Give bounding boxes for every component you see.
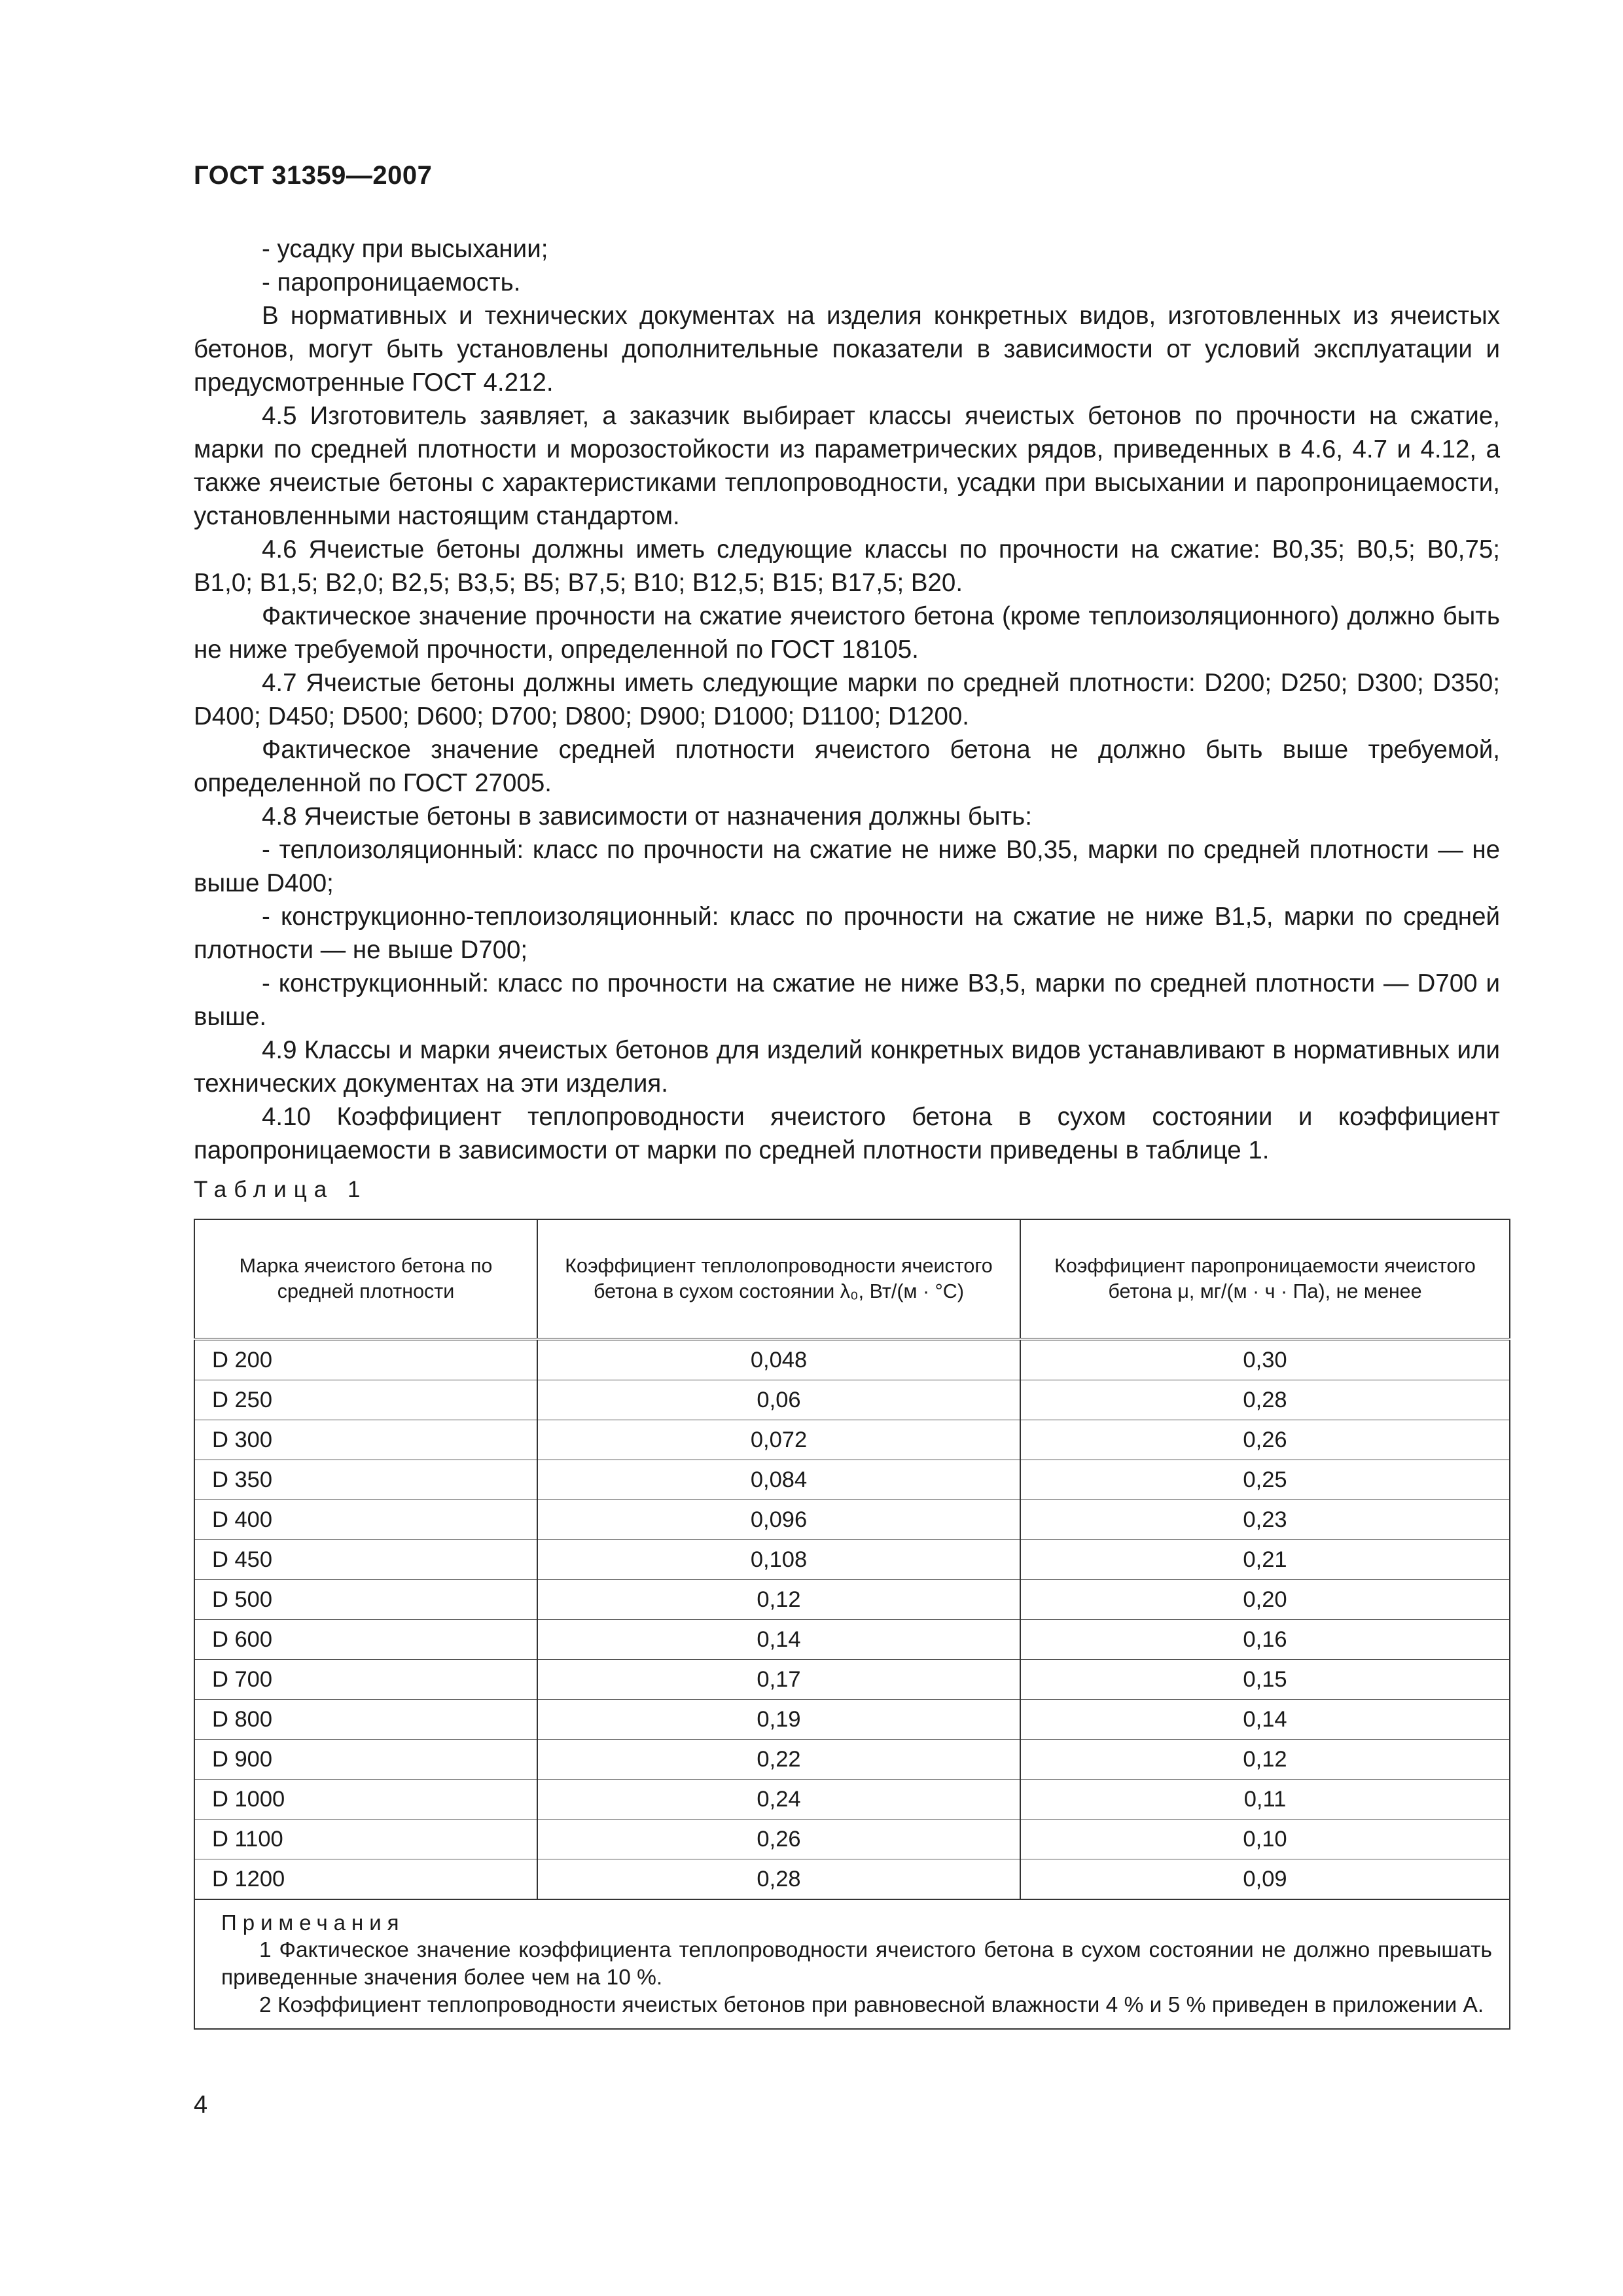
- cell-vapor-permeability: 0,21: [1020, 1540, 1510, 1580]
- cell-mark: D 500: [194, 1580, 537, 1620]
- cell-vapor-permeability: 0,10: [1020, 1820, 1510, 1859]
- cell-mark: D 300: [194, 1420, 537, 1460]
- table-row: [194, 1460, 1510, 1500]
- body-text: [194, 232, 1500, 1167]
- notes-cell: [194, 1899, 1510, 2029]
- cell-thermal-conductivity: 0,108: [537, 1540, 1020, 1580]
- cell-vapor-permeability: 0,20: [1020, 1580, 1510, 1620]
- cell-vapor-permeability: 0,14: [1020, 1700, 1510, 1740]
- data-table: [194, 1219, 1510, 2030]
- table-row: [194, 1540, 1510, 1580]
- cell-thermal-conductivity: 0,12: [537, 1580, 1020, 1620]
- cell-thermal-conductivity: 0,096: [537, 1500, 1020, 1540]
- cell-vapor-permeability: 0,23: [1020, 1500, 1510, 1540]
- column-header-vapor-permeability: Коэффициент паропроницаемости ячеистого бетона μ, мг/(м · ч · Па), не менее: [1020, 1219, 1510, 1339]
- paragraph: - теплоизоляционный: класс по прочности на сжатие не ниже В0,35, марки по средней плотности — не выше D400;: [194, 836, 1500, 897]
- column-header-mark: Марка ячеистого бетона по средней плотности: [194, 1219, 537, 1339]
- paragraph: 4.10 Коэффициент теплопроводности ячеистого бетона в сухом состоянии и коэффициент паропроницаемости в зависимости от марки по средней плотности приведены в таблице 1.: [194, 1103, 1500, 1164]
- cell-thermal-conductivity: 0,072: [537, 1420, 1020, 1460]
- notes-row: [194, 1899, 1510, 2029]
- cell-mark: D 1100: [194, 1820, 537, 1859]
- table-row: [194, 1620, 1510, 1660]
- table-row: [194, 1820, 1510, 1859]
- table-header-row: [194, 1219, 1510, 1339]
- cell-vapor-permeability: 0,30: [1020, 1339, 1510, 1380]
- cell-vapor-permeability: 0,26: [1020, 1420, 1510, 1460]
- table-row: [194, 1339, 1510, 1380]
- paragraph: 4.5 Изготовитель заявляет, а заказчик выбирает классы ячеистых бетонов по прочности на сжатие, марки по средней плотности и морозостойкости из параметрических рядов, приведенных в 4.6, 4.7 и 4.12, а также ячеистые бетоны с характеристиками теплопроводности, усадки при высыхании и паропроницаемости, установленными настоящим стандартом.: [194, 402, 1500, 530]
- cell-mark: D 250: [194, 1380, 537, 1420]
- column-header-thermal-conductivity: Коэффициент теплолопроводности ячеистого бетона в сухом состоянии λ₀, Вт/(м · °С): [537, 1219, 1020, 1339]
- cell-thermal-conductivity: 0,06: [537, 1380, 1020, 1420]
- cell-vapor-permeability: 0,28: [1020, 1380, 1510, 1420]
- paragraph: - паропроницаемость.: [262, 268, 521, 296]
- page-number: 4: [194, 2091, 208, 2119]
- table-row: [194, 1380, 1510, 1420]
- cell-mark: D 1200: [194, 1859, 537, 1900]
- cell-vapor-permeability: 0,09: [1020, 1859, 1510, 1900]
- notes-title: Примечания: [221, 1910, 405, 1935]
- cell-thermal-conductivity: 0,22: [537, 1740, 1020, 1780]
- table-row: [194, 1500, 1510, 1540]
- table-row: [194, 1700, 1510, 1740]
- document-code-header: ГОСТ 31359—2007: [194, 161, 433, 190]
- cell-mark: D 200: [194, 1339, 537, 1380]
- table-caption: Таблица 1: [194, 1177, 368, 1202]
- cell-thermal-conductivity: 0,24: [537, 1780, 1020, 1820]
- cell-thermal-conductivity: 0,048: [537, 1339, 1020, 1380]
- table-row: [194, 1660, 1510, 1700]
- table-row: [194, 1580, 1510, 1620]
- cell-mark: D 1000: [194, 1780, 537, 1820]
- cell-vapor-permeability: 0,25: [1020, 1460, 1510, 1500]
- table-row: [194, 1859, 1510, 1900]
- cell-mark: D 350: [194, 1460, 537, 1500]
- cell-thermal-conductivity: 0,19: [537, 1700, 1020, 1740]
- note-item: 1 Фактическое значение коэффициента теплопроводности ячеистого бетона в сухом состоянии не должно превышать приведенные значения более чем на 10 %.: [221, 1938, 1492, 1990]
- paragraph: - конструкционный: класс по прочности на сжатие не ниже В3,5, марки по средней плотности — D700 и выше.: [194, 969, 1500, 1031]
- paragraph: - усадку при высыхании;: [262, 235, 548, 263]
- paragraph: 4.9 Классы и марки ячеистых бетонов для изделий конкретных видов устанавливают в нормативных или технических документах на эти изделия.: [194, 1036, 1500, 1098]
- cell-vapor-permeability: 0,16: [1020, 1620, 1510, 1660]
- cell-thermal-conductivity: 0,26: [537, 1820, 1020, 1859]
- cell-thermal-conductivity: 0,14: [537, 1620, 1020, 1660]
- cell-mark: D 450: [194, 1540, 537, 1580]
- cell-mark: D 700: [194, 1660, 537, 1700]
- cell-thermal-conductivity: 0,28: [537, 1859, 1020, 1900]
- paragraph: Фактическое значение прочности на сжатие ячеистого бетона (кроме теплоизоляционного) должно быть не ниже требуемой прочности, определенной по ГОСТ 18105.: [194, 602, 1500, 664]
- cell-thermal-conductivity: 0,17: [537, 1660, 1020, 1700]
- table-container: [194, 1219, 1509, 2030]
- paragraph: - конструкционно-теплоизоляционный: класс по прочности на сжатие не ниже В1,5, марки по средней плотности — не выше D700;: [194, 903, 1500, 964]
- table-row: [194, 1740, 1510, 1780]
- paragraph: 4.7 Ячеистые бетоны должны иметь следующие марки по средней плотности: D200; D250; D300; D350; D400; D450; D500; D600; D700; D800; D900; D1000; D1100; D1200.: [194, 669, 1500, 730]
- cell-mark: D 600: [194, 1620, 537, 1660]
- paragraph: В нормативных и технических документах на изделия конкретных видов, изготовленных из ячеистых бетонов, могут быть установлены дополнительные показатели в зависимости от условий эксплуатации и предусмотренные ГОСТ 4.212.: [194, 302, 1500, 397]
- cell-mark: D 900: [194, 1740, 537, 1780]
- note-item: 2 Коэффициент теплопроводности ячеистых бетонов при равновесной влажности 4 % и 5 % приведен в приложении А.: [259, 1993, 1484, 2017]
- table-row: [194, 1780, 1510, 1820]
- cell-vapor-permeability: 0,11: [1020, 1780, 1510, 1820]
- paragraph: 4.6 Ячеистые бетоны должны иметь следующие классы по прочности на сжатие: В0,35; В0,5; В0,75; В1,0; В1,5; В2,0; В2,5; В3,5; В5; В7,5; В10; В12,5; В15; В17,5; В20.: [194, 535, 1500, 597]
- cell-vapor-permeability: 0,15: [1020, 1660, 1510, 1700]
- cell-mark: D 800: [194, 1700, 537, 1740]
- paragraph: 4.8 Ячеистые бетоны в зависимости от назначения должны быть:: [262, 802, 1032, 831]
- table-body: [194, 1339, 1510, 1899]
- cell-vapor-permeability: 0,12: [1020, 1740, 1510, 1780]
- table-row: [194, 1420, 1510, 1460]
- cell-mark: D 400: [194, 1500, 537, 1540]
- paragraph: Фактическое значение средней плотности ячеистого бетона не должно быть выше требуемой, определенной по ГОСТ 27005.: [194, 736, 1500, 797]
- cell-thermal-conductivity: 0,084: [537, 1460, 1020, 1500]
